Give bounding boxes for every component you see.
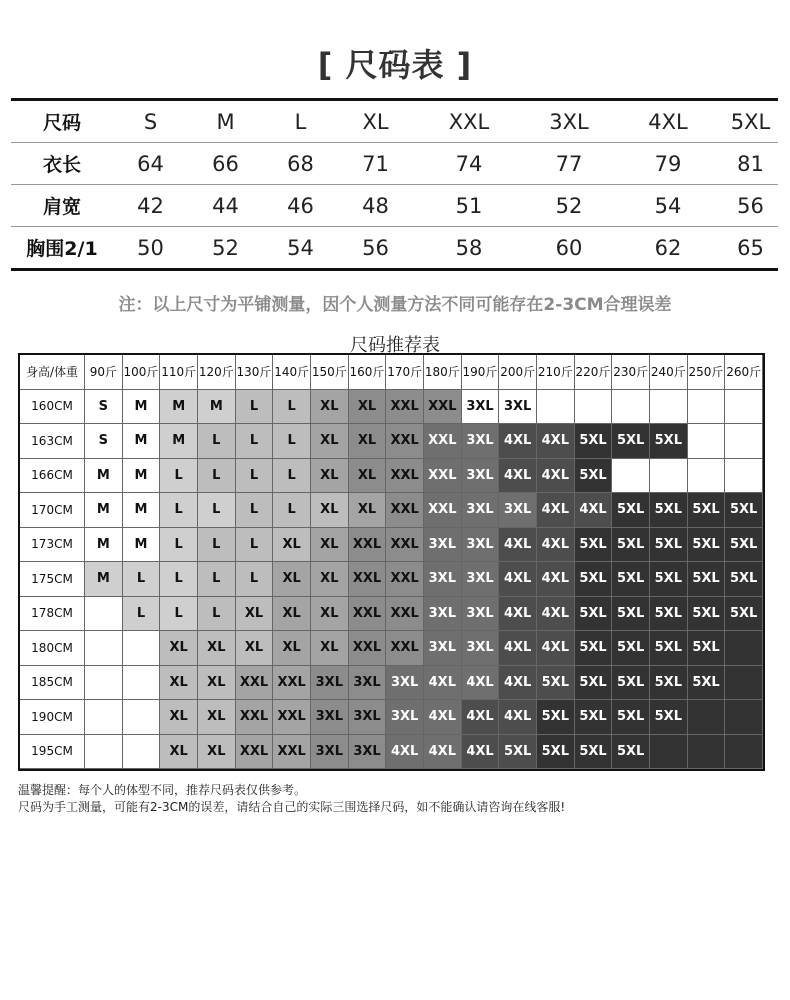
height-row-label: 160CM bbox=[20, 390, 85, 425]
recommended-size-cell: XXL bbox=[424, 424, 462, 459]
recommended-size-cell bbox=[725, 390, 763, 425]
recommended-size-cell: XXL bbox=[424, 459, 462, 494]
height-row-label: 180CM bbox=[20, 631, 85, 666]
recommended-size-cell: 3XL bbox=[349, 735, 387, 770]
recommended-size-cell: 5XL bbox=[612, 562, 650, 597]
recommended-size-cell: XL bbox=[311, 597, 349, 632]
size-cell: 52 bbox=[555, 193, 583, 218]
size-recommendation-grid bbox=[18, 353, 765, 771]
recommended-size-cell: XL bbox=[311, 459, 349, 494]
recommended-size-cell: XL bbox=[273, 597, 311, 632]
weight-header-cell: 120斤 bbox=[198, 355, 236, 390]
size-cell: 77 bbox=[555, 151, 583, 176]
size-cell: 79 bbox=[654, 151, 682, 176]
recommended-size-cell: 4XL bbox=[537, 424, 575, 459]
recommended-size-cell bbox=[85, 666, 123, 701]
recommended-size-cell: 5XL bbox=[537, 735, 575, 770]
height-row-label: 195CM bbox=[20, 735, 85, 770]
recommended-size-cell: 5XL bbox=[688, 666, 726, 701]
recommended-size-cell: XXL bbox=[386, 424, 424, 459]
recommended-size-cell bbox=[612, 390, 650, 425]
recommended-size-cell: 3XL bbox=[499, 493, 537, 528]
recommended-size-cell: XL bbox=[273, 631, 311, 666]
recommended-size-cell: 3XL bbox=[424, 597, 462, 632]
recommended-size-cell: 4XL bbox=[537, 597, 575, 632]
recommended-size-cell: XXL bbox=[349, 562, 387, 597]
recommended-size-cell: 4XL bbox=[499, 459, 537, 494]
recommended-size-cell: M bbox=[123, 424, 161, 459]
height-row-label: 170CM bbox=[20, 493, 85, 528]
recommended-size-cell: XL bbox=[311, 562, 349, 597]
recommended-size-cell: XXL bbox=[273, 700, 311, 735]
recommended-size-cell bbox=[85, 700, 123, 735]
recommended-size-cell: 5XL bbox=[725, 528, 763, 563]
recommended-size-cell bbox=[725, 424, 763, 459]
recommended-size-cell: 5XL bbox=[499, 735, 537, 770]
recommended-size-cell: 4XL bbox=[462, 666, 500, 701]
size-cell: 54 bbox=[654, 193, 682, 218]
recommended-size-cell: XL bbox=[311, 631, 349, 666]
recommended-size-cell: M bbox=[123, 390, 161, 425]
size-cell: 60 bbox=[555, 235, 583, 260]
recommended-size-cell: XXL bbox=[386, 597, 424, 632]
recommended-size-cell: 5XL bbox=[575, 562, 613, 597]
recommended-size-cell: 3XL bbox=[386, 700, 424, 735]
recommended-size-cell bbox=[725, 700, 763, 735]
weight-header-cell: 250斤 bbox=[688, 355, 726, 390]
recommended-size-cell: 5XL bbox=[612, 700, 650, 735]
recommended-size-cell: 4XL bbox=[499, 424, 537, 459]
recommended-size-cell: XL bbox=[198, 735, 236, 770]
weight-header-cell: 220斤 bbox=[575, 355, 613, 390]
recommended-size-cell: M bbox=[85, 562, 123, 597]
size-cell: 71 bbox=[362, 151, 389, 176]
recommended-size-cell bbox=[123, 666, 161, 701]
recommended-size-cell: L bbox=[273, 390, 311, 425]
recommended-size-cell: 3XL bbox=[349, 666, 387, 701]
recommended-size-cell: L bbox=[236, 424, 274, 459]
recommended-size-cell bbox=[688, 424, 726, 459]
size-table-header-row bbox=[11, 101, 778, 143]
recommended-size-cell: M bbox=[85, 459, 123, 494]
recommended-size-cell bbox=[688, 459, 726, 494]
recommended-size-cell: 3XL bbox=[499, 390, 537, 425]
weight-header-cell: 140斤 bbox=[273, 355, 311, 390]
size-cell: 66 bbox=[212, 151, 239, 176]
recommended-size-cell: XL bbox=[198, 700, 236, 735]
recommended-size-cell: XXL bbox=[424, 390, 462, 425]
recommended-size-cell: 4XL bbox=[499, 597, 537, 632]
footer-disclaimer: 尺码为手工测量，可能有2-3CM的误差，请结合自己的实际三围选择尺码，如不能确认请咨询在线客服! bbox=[18, 800, 566, 814]
size-cell: 74 bbox=[455, 151, 483, 176]
recommended-size-cell: 4XL bbox=[424, 666, 462, 701]
recommended-size-cell: M bbox=[123, 493, 161, 528]
recommended-size-cell: XL bbox=[160, 666, 198, 701]
recommended-size-cell: 5XL bbox=[650, 700, 688, 735]
recommended-size-cell: 5XL bbox=[612, 631, 650, 666]
recommended-size-cell bbox=[537, 390, 575, 425]
recommended-size-cell: 5XL bbox=[725, 562, 763, 597]
recommended-size-cell: L bbox=[236, 390, 274, 425]
recommended-size-cell: 4XL bbox=[537, 562, 575, 597]
size-table bbox=[11, 98, 778, 271]
recommended-size-cell: XL bbox=[273, 562, 311, 597]
recommended-size-cell: XL bbox=[349, 459, 387, 494]
size-header-cell: S bbox=[143, 109, 158, 134]
size-cell: 81 bbox=[737, 151, 764, 176]
recommended-size-cell: M bbox=[123, 528, 161, 563]
recommended-size-cell: 3XL bbox=[462, 562, 500, 597]
recommended-size-cell: XL bbox=[198, 666, 236, 701]
recommended-size-cell: 5XL bbox=[650, 597, 688, 632]
recommended-size-cell bbox=[725, 735, 763, 770]
recommended-size-cell bbox=[123, 735, 161, 770]
recommended-size-cell: XL bbox=[349, 424, 387, 459]
recommended-size-cell: 5XL bbox=[612, 528, 650, 563]
recommended-size-cell: 4XL bbox=[537, 528, 575, 563]
recommended-size-cell: 4XL bbox=[499, 700, 537, 735]
size-cell: 44 bbox=[212, 193, 239, 218]
recommended-size-cell: XL bbox=[349, 493, 387, 528]
recommendation-title: 尺码推荐表 bbox=[350, 335, 440, 356]
size-row-label: 衣长 bbox=[42, 154, 81, 176]
recommended-size-cell: 5XL bbox=[650, 666, 688, 701]
recommended-size-cell: XL bbox=[311, 528, 349, 563]
recommended-size-cell bbox=[688, 700, 726, 735]
recommended-size-cell: 5XL bbox=[650, 631, 688, 666]
recommended-size-cell: XL bbox=[198, 631, 236, 666]
recommended-size-cell: 4XL bbox=[499, 562, 537, 597]
size-header-cell: 3XL bbox=[549, 109, 589, 134]
recommended-size-cell: 5XL bbox=[688, 631, 726, 666]
height-row-label: 190CM bbox=[20, 700, 85, 735]
recommended-size-cell: 5XL bbox=[612, 666, 650, 701]
recommended-size-cell: XL bbox=[236, 597, 274, 632]
recommended-size-cell: 3XL bbox=[462, 528, 500, 563]
recommended-size-cell bbox=[123, 700, 161, 735]
recommended-size-cell: XXL bbox=[273, 735, 311, 770]
recommended-size-cell bbox=[85, 631, 123, 666]
size-table-row bbox=[11, 143, 778, 185]
recommended-size-cell: L bbox=[160, 459, 198, 494]
recommended-size-cell: 3XL bbox=[424, 631, 462, 666]
recommended-size-cell: 3XL bbox=[311, 700, 349, 735]
weight-header-cell: 200斤 bbox=[499, 355, 537, 390]
recommended-size-cell: 5XL bbox=[575, 666, 613, 701]
recommended-size-cell: XXL bbox=[386, 528, 424, 563]
weight-header-cell: 160斤 bbox=[349, 355, 387, 390]
recommended-size-cell: 4XL bbox=[424, 735, 462, 770]
recommended-size-cell: 3XL bbox=[462, 631, 500, 666]
weight-header-cell: 230斤 bbox=[612, 355, 650, 390]
recommended-size-cell bbox=[85, 597, 123, 632]
recommended-size-cell: 5XL bbox=[688, 528, 726, 563]
recommended-size-cell bbox=[650, 459, 688, 494]
recommended-size-cell: L bbox=[198, 562, 236, 597]
recommended-size-cell: M bbox=[85, 493, 123, 528]
height-row-label: 185CM bbox=[20, 666, 85, 701]
recommended-size-cell bbox=[650, 390, 688, 425]
recommended-size-cell: XXL bbox=[349, 597, 387, 632]
page-title: [ 尺码表 ] bbox=[317, 46, 473, 84]
recommended-size-cell: 4XL bbox=[575, 493, 613, 528]
recommended-size-cell: 5XL bbox=[537, 700, 575, 735]
recommended-size-cell bbox=[725, 631, 763, 666]
recommended-size-cell: 4XL bbox=[537, 459, 575, 494]
recommended-size-cell bbox=[725, 666, 763, 701]
recommended-size-cell: L bbox=[160, 562, 198, 597]
recommended-size-cell: XXL bbox=[349, 528, 387, 563]
size-header-cell: 4XL bbox=[648, 109, 688, 134]
recommended-size-cell bbox=[612, 459, 650, 494]
recommended-size-cell: 5XL bbox=[650, 562, 688, 597]
weight-header-cell: 180斤 bbox=[424, 355, 462, 390]
recommended-size-cell bbox=[725, 459, 763, 494]
recommended-size-cell: M bbox=[123, 459, 161, 494]
recommended-size-cell: 5XL bbox=[575, 700, 613, 735]
recommended-size-cell: 5XL bbox=[688, 597, 726, 632]
recommended-size-cell: L bbox=[236, 493, 274, 528]
measurement-note: 注：以上尺寸为平铺测量，因个人测量方法不同可能存在2-3CM合理误差 bbox=[118, 295, 672, 315]
recommended-size-cell: 4XL bbox=[462, 735, 500, 770]
size-cell: 65 bbox=[737, 235, 764, 260]
weight-header-cell: 150斤 bbox=[311, 355, 349, 390]
recommended-size-cell: L bbox=[198, 424, 236, 459]
recommended-size-cell: XL bbox=[311, 493, 349, 528]
recommended-size-cell: 3XL bbox=[462, 597, 500, 632]
recommended-size-cell: XXL bbox=[386, 631, 424, 666]
size-cell: 64 bbox=[137, 151, 164, 176]
size-row-label: 肩宽 bbox=[42, 196, 81, 218]
weight-header-cell: 190斤 bbox=[462, 355, 500, 390]
recommended-size-cell: XL bbox=[311, 390, 349, 425]
recommended-size-cell: L bbox=[236, 562, 274, 597]
recommended-size-cell: XXL bbox=[236, 700, 274, 735]
size-header-cell: 5XL bbox=[730, 109, 771, 134]
recommended-size-cell: 4XL bbox=[499, 528, 537, 563]
recommended-size-cell: L bbox=[236, 459, 274, 494]
recommended-size-cell bbox=[650, 735, 688, 770]
height-row-label: 166CM bbox=[20, 459, 85, 494]
recommended-size-cell: L bbox=[123, 597, 161, 632]
recommended-size-cell: XXL bbox=[386, 562, 424, 597]
recommended-size-cell: XXL bbox=[236, 735, 274, 770]
weight-header-cell: 100斤 bbox=[123, 355, 161, 390]
height-row-label: 178CM bbox=[20, 597, 85, 632]
recommended-size-cell: 5XL bbox=[612, 735, 650, 770]
recommended-size-cell: 3XL bbox=[386, 666, 424, 701]
recommended-size-cell: XL bbox=[160, 700, 198, 735]
recommended-size-cell: 3XL bbox=[462, 424, 500, 459]
recommended-size-cell: XXL bbox=[349, 631, 387, 666]
recommended-size-cell: L bbox=[123, 562, 161, 597]
recommended-size-cell: 3XL bbox=[462, 459, 500, 494]
recommended-size-cell: XL bbox=[349, 390, 387, 425]
recommended-size-cell: M bbox=[85, 528, 123, 563]
recommended-size-cell: XXL bbox=[386, 390, 424, 425]
recommended-size-cell: L bbox=[198, 597, 236, 632]
recommended-size-cell: 5XL bbox=[612, 424, 650, 459]
recommended-size-cell: M bbox=[160, 390, 198, 425]
recommended-size-cell: L bbox=[198, 493, 236, 528]
recommended-size-cell: S bbox=[85, 390, 123, 425]
height-row-label: 175CM bbox=[20, 562, 85, 597]
recommended-size-cell: 4XL bbox=[462, 700, 500, 735]
size-header-cell: XXL bbox=[448, 109, 490, 134]
recommended-size-cell: 5XL bbox=[650, 493, 688, 528]
recommended-size-cell: L bbox=[273, 459, 311, 494]
recommended-size-cell: 5XL bbox=[575, 528, 613, 563]
recommended-size-cell: 3XL bbox=[424, 528, 462, 563]
recommended-size-cell bbox=[688, 735, 726, 770]
recommended-size-cell: XL bbox=[160, 631, 198, 666]
size-cell: 52 bbox=[212, 235, 239, 260]
size-table-row bbox=[11, 185, 778, 227]
recommended-size-cell: L bbox=[198, 528, 236, 563]
recommended-size-cell: 3XL bbox=[424, 562, 462, 597]
size-cell: 46 bbox=[287, 193, 314, 218]
size-cell: 56 bbox=[362, 235, 389, 260]
recommended-size-cell: 5XL bbox=[650, 528, 688, 563]
recommended-size-cell: M bbox=[198, 390, 236, 425]
weight-header-cell: 90斤 bbox=[85, 355, 123, 390]
recommended-size-cell: L bbox=[160, 528, 198, 563]
recommended-size-cell: 5XL bbox=[575, 735, 613, 770]
recommended-size-cell: S bbox=[85, 424, 123, 459]
recommended-size-cell: 4XL bbox=[386, 735, 424, 770]
size-cell: 68 bbox=[287, 151, 314, 176]
size-cell: 62 bbox=[654, 235, 682, 260]
recommended-size-cell: XL bbox=[273, 528, 311, 563]
weight-header-cell: 170斤 bbox=[386, 355, 424, 390]
height-row-label: 163CM bbox=[20, 424, 85, 459]
size-cell: 50 bbox=[137, 235, 164, 260]
recommended-size-cell: XXL bbox=[386, 493, 424, 528]
size-table-row bbox=[11, 227, 778, 268]
recommended-size-cell: 4XL bbox=[424, 700, 462, 735]
recommended-size-cell: 3XL bbox=[462, 493, 500, 528]
recommended-size-cell bbox=[85, 735, 123, 770]
recommended-size-cell: XXL bbox=[386, 459, 424, 494]
recommended-size-cell: L bbox=[160, 597, 198, 632]
weight-header-cell: 110斤 bbox=[160, 355, 198, 390]
recommended-size-cell: XL bbox=[311, 424, 349, 459]
recommended-size-cell: 5XL bbox=[575, 459, 613, 494]
recommended-size-cell: 5XL bbox=[688, 562, 726, 597]
size-cell: 48 bbox=[362, 193, 389, 218]
recommended-size-cell: 4XL bbox=[499, 666, 537, 701]
recommended-size-cell: 5XL bbox=[575, 597, 613, 632]
size-header-cell: M bbox=[216, 109, 235, 134]
recommended-size-cell bbox=[688, 390, 726, 425]
recommended-size-cell: XXL bbox=[424, 493, 462, 528]
size-header-label: 尺码 bbox=[42, 112, 81, 134]
recommended-size-cell: 5XL bbox=[725, 493, 763, 528]
recommended-size-cell: XL bbox=[160, 735, 198, 770]
footer-reminder: 温馨提醒：每个人的体型不同，推荐尺码表仅供参考。 bbox=[18, 783, 307, 797]
recommended-size-cell: 4XL bbox=[537, 631, 575, 666]
recommended-size-cell: M bbox=[160, 424, 198, 459]
recommended-size-cell: XL bbox=[236, 631, 274, 666]
recommended-size-cell: 4XL bbox=[537, 493, 575, 528]
size-row-label: 胸围2/1 bbox=[26, 238, 98, 260]
recommended-size-cell: 5XL bbox=[612, 597, 650, 632]
recommended-size-cell bbox=[575, 390, 613, 425]
recommended-size-cell: L bbox=[160, 493, 198, 528]
recommended-size-cell: L bbox=[198, 459, 236, 494]
recommended-size-cell: L bbox=[236, 528, 274, 563]
recommended-size-cell: L bbox=[273, 493, 311, 528]
recommended-size-cell: 5XL bbox=[688, 493, 726, 528]
size-header-cell: L bbox=[294, 109, 307, 134]
recommended-size-cell: 5XL bbox=[575, 631, 613, 666]
weight-header-cell: 260斤 bbox=[725, 355, 763, 390]
size-cell: 54 bbox=[287, 235, 314, 260]
recommended-size-cell: 5XL bbox=[650, 424, 688, 459]
recommended-size-cell: 3XL bbox=[311, 666, 349, 701]
size-cell: 58 bbox=[455, 235, 483, 260]
recommended-size-cell: XXL bbox=[236, 666, 274, 701]
size-header-cell: XL bbox=[362, 109, 389, 134]
weight-header-cell: 240斤 bbox=[650, 355, 688, 390]
size-cell: 56 bbox=[737, 193, 764, 218]
weight-header-cell: 210斤 bbox=[537, 355, 575, 390]
recommended-size-cell: 5XL bbox=[725, 597, 763, 632]
recommended-size-cell bbox=[123, 631, 161, 666]
recommended-size-cell: 3XL bbox=[349, 700, 387, 735]
recommended-size-cell: 3XL bbox=[462, 390, 500, 425]
height-row-label: 173CM bbox=[20, 528, 85, 563]
grid-corner-label: 身高/体重 bbox=[20, 355, 85, 390]
recommended-size-cell: 5XL bbox=[575, 424, 613, 459]
recommended-size-cell: L bbox=[273, 424, 311, 459]
size-cell: 51 bbox=[455, 193, 483, 218]
weight-header-cell: 130斤 bbox=[236, 355, 274, 390]
recommended-size-cell: 3XL bbox=[311, 735, 349, 770]
recommended-size-cell: XXL bbox=[273, 666, 311, 701]
size-cell: 42 bbox=[137, 193, 164, 218]
recommended-size-cell: 4XL bbox=[499, 631, 537, 666]
recommended-size-cell: 5XL bbox=[612, 493, 650, 528]
recommended-size-cell: 5XL bbox=[537, 666, 575, 701]
